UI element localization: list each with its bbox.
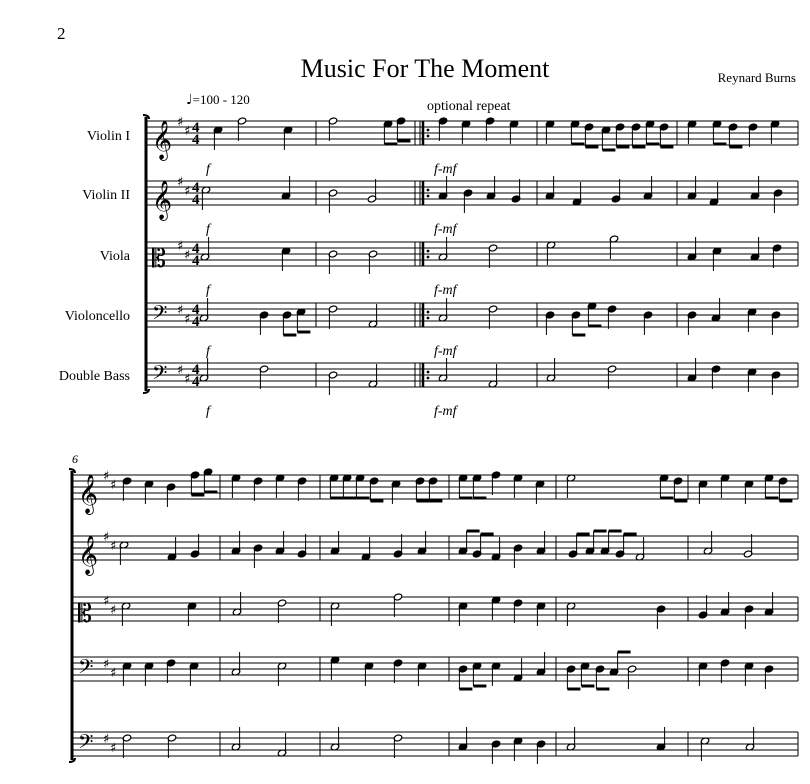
staff [72, 592, 798, 629]
time-signature-top: 4 [192, 120, 200, 136]
sharp-icon: ♯ [110, 666, 117, 681]
repeat-dot [427, 371, 430, 374]
staff [146, 175, 798, 237]
dynamic-marking: f-mf [434, 344, 457, 359]
system-2 [69, 468, 798, 764]
repeat-dot [427, 377, 430, 380]
score-title: Music For The Moment [300, 54, 550, 83]
alto-clef-icon: 𝄡 [78, 599, 92, 628]
sharp-icon: ♯ [184, 184, 191, 199]
sharp-icon: ♯ [184, 124, 191, 139]
repeat-dot [427, 195, 430, 198]
dynamic-marking: f [206, 404, 210, 419]
time-signature-bottom: 4 [192, 253, 200, 269]
alto-clef-icon: 𝄡 [152, 244, 166, 273]
treble-clef-icon: 𝄞 [152, 180, 173, 220]
dynamic-marking: f-mf [434, 404, 457, 419]
sharp-icon: ♯ [177, 303, 184, 318]
sharp-icon: ♯ [110, 478, 117, 493]
tempo-value: =100 - 120 [192, 92, 250, 107]
staff [72, 530, 798, 576]
sharp-icon: ♯ [184, 248, 191, 263]
repeat-dot [427, 250, 430, 253]
sharp-icon: ♯ [103, 732, 110, 747]
bass-clef-icon: 𝄢 [78, 655, 94, 683]
time-signature-top: 4 [192, 362, 200, 378]
sharp-icon: ♯ [103, 657, 110, 672]
system-1 [143, 115, 798, 419]
sharp-icon: ♯ [184, 372, 191, 387]
time-signature-bottom: 4 [192, 314, 200, 330]
sharp-icon: ♯ [110, 539, 117, 554]
staff [72, 727, 798, 764]
treble-clef-icon: 𝄞 [78, 535, 99, 575]
staff [146, 358, 798, 419]
sharp-icon: ♯ [177, 115, 184, 130]
instrument-label-violin-i: Violin I [86, 129, 130, 144]
optional-repeat-label: optional repeat [427, 99, 511, 114]
staff [146, 235, 798, 298]
bass-clef-icon: 𝄢 [78, 730, 94, 758]
time-signature-top: 4 [192, 302, 200, 318]
time-signature-bottom: 4 [192, 132, 200, 148]
bass-clef-icon: 𝄢 [152, 301, 168, 329]
time-signature-top: 4 [192, 180, 200, 196]
repeat-dot [427, 256, 430, 259]
page-number: 2 [57, 24, 66, 43]
repeat-dot [427, 317, 430, 320]
repeat-dot [427, 189, 430, 192]
sharp-icon: ♯ [103, 594, 110, 609]
instrument-label-violin-ii: Violin II [82, 188, 130, 203]
instrument-label-viola: Viola [99, 249, 130, 264]
treble-clef-icon: 𝄞 [78, 474, 99, 514]
dynamic-marking: f-mf [434, 162, 457, 177]
dynamic-marking: f-mf [434, 283, 457, 298]
sharp-icon: ♯ [184, 312, 191, 327]
sharp-icon: ♯ [110, 741, 117, 756]
dynamic-marking: f [206, 162, 210, 177]
dynamic-marking: f-mf [434, 222, 457, 237]
staff [72, 468, 798, 515]
quarter-note-icon: ♩ [186, 92, 193, 108]
bass-clef-icon: 𝄢 [152, 361, 168, 389]
dynamic-marking: f [206, 222, 210, 237]
dynamic-marking: f [206, 344, 210, 359]
sharp-icon: ♯ [177, 363, 184, 378]
instrument-label-violoncello: Violoncello [64, 309, 130, 324]
time-signature-bottom: 4 [192, 192, 200, 208]
sharp-icon: ♯ [103, 530, 110, 545]
sharp-icon: ♯ [110, 603, 117, 618]
sharp-icon: ♯ [177, 239, 184, 254]
sharp-icon: ♯ [103, 469, 110, 484]
time-signature-bottom: 4 [192, 374, 200, 390]
composer-name: Reynard Burns [717, 70, 796, 85]
repeat-dot [427, 311, 430, 314]
repeat-dot [427, 135, 430, 138]
measure-number: 6 [72, 452, 78, 466]
dynamic-marking: f [206, 283, 210, 298]
time-signature-top: 4 [192, 241, 200, 257]
staff [146, 115, 798, 177]
treble-clef-icon: 𝄞 [152, 120, 173, 160]
repeat-dot [427, 129, 430, 132]
staff [146, 298, 798, 359]
sharp-icon: ♯ [177, 175, 184, 190]
instrument-label-double-bass: Double Bass [58, 369, 130, 384]
staff [72, 652, 798, 689]
